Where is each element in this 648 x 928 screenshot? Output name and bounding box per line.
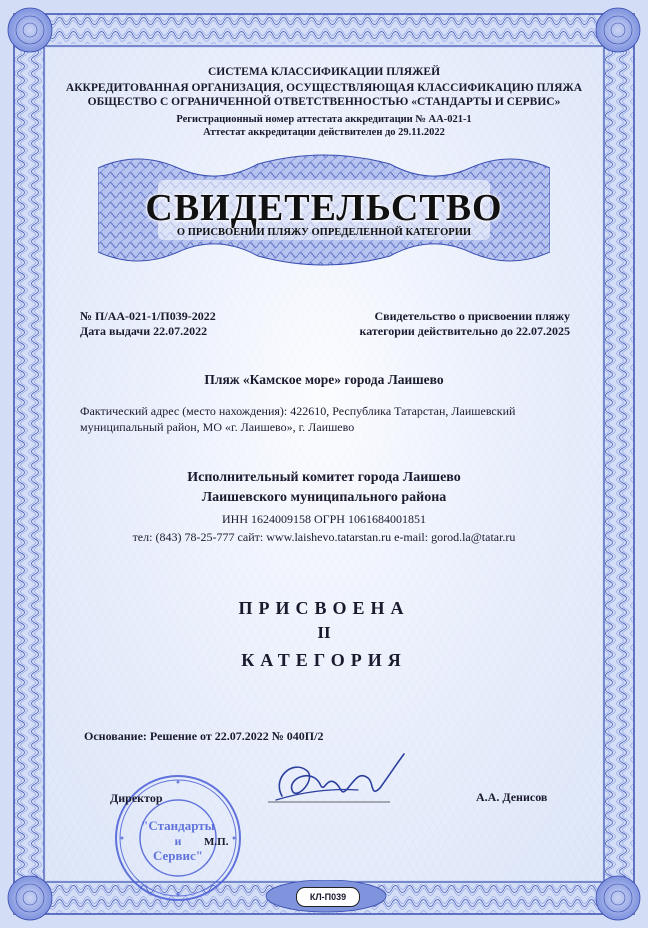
registration-number: Регистрационный номер аттестата аккредитации № АА-021-1 — [176, 114, 472, 125]
seal-mark: М.П. — [204, 836, 229, 848]
owner-contacts: тел: (843) 78-25-777 сайт: www.laishevo.tatarstan.ru e-mail: gorod.la@tatar.ru — [132, 530, 516, 544]
attestat-validity: Аттестат аккредитации действителен до 29.11.2022 — [203, 127, 445, 138]
director-name: А.А. Денисов — [476, 790, 548, 804]
category-number: II — [317, 623, 331, 642]
validity-block — [330, 309, 570, 339]
form-code-badge: КЛ-П039 — [296, 887, 360, 907]
assigned-heading: ПРИСВОЕНА — [238, 598, 410, 618]
beach-name: Пляж «Камское море» города Лаишево — [204, 372, 444, 387]
organization-line-1: АККРЕДИТОВАННАЯ ОРГАНИЗАЦИЯ, ОСУЩЕСТВЛЯЮЩАЯ КЛАССИФИКАЦИЮ ПЛЯЖА — [65, 82, 583, 94]
certificate-subtitle: О ПРИСВОЕНИИ ПЛЯЖУ ОПРЕДЕЛЕННОЙ КАТЕГОРИИ — [176, 227, 472, 238]
system-heading: СИСТЕМА КЛАССИФИКАЦИИ ПЛЯЖЕЙ — [207, 66, 441, 78]
stamp-text-1: "Стандарты — [141, 818, 215, 833]
owner-name-line-2: Лаишевского муниципального района — [201, 490, 447, 505]
decision-basis: Основание: Решение от 22.07.2022 № 040П/2 — [84, 729, 324, 743]
validity-line-1: Свидетельство о присвоении пляжу — [374, 309, 570, 323]
owner-name-line-1: Исполнительный комитет города Лаишево — [187, 470, 461, 485]
stamp-text-3: Сервис" — [152, 848, 204, 863]
issue-date: Дата выдачи 22.07.2022 — [80, 324, 208, 338]
beach-address: Фактический адрес (место нахождения): 422610, Республика Татарстан, Лаишевский муниципальный район, МО «г. Лаишево», г. Лаишево — [80, 404, 516, 434]
validity-line-2: категории действительно до 22.07.2025 — [359, 324, 570, 338]
handwritten-signature — [262, 748, 412, 818]
certificate-title: СВИДЕТЕЛЬСТВО — [145, 187, 503, 229]
organization-line-2: ОБЩЕСТВО С ОГРАНИЧЕННОЙ ОТВЕТСТВЕННОСТЬЮ «СТАНДАРТЫ И СЕРВИС» — [87, 96, 561, 108]
owner-ids: ИНН 1624009158 ОГРН 1061684001851 — [222, 512, 426, 526]
certificate-number-block — [80, 309, 216, 339]
director-role: Директор — [110, 791, 163, 805]
stamp-text-2: и — [174, 834, 182, 848]
certificate-number: № П/АА-021-1/П039-2022 — [80, 309, 216, 323]
category-heading: КАТЕГОРИЯ — [241, 650, 407, 670]
